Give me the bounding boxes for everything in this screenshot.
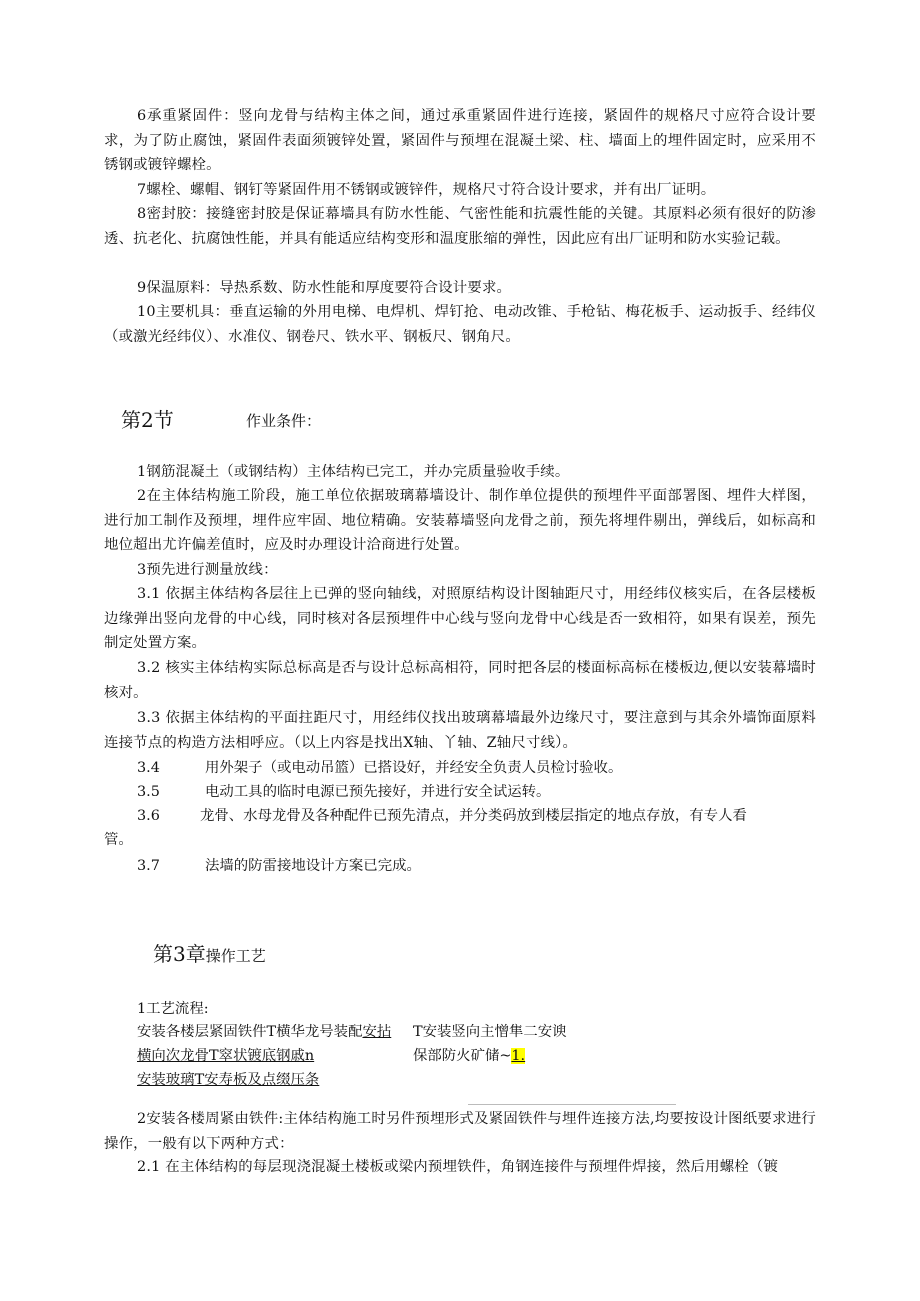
item-3-5-text: 电动工具的临时电源已预先接好，并进行安全试运转。 xyxy=(205,784,551,800)
item-3-6-text: 龙骨、水母龙骨及各种配件已预先清点，并分类码放到楼层指定的地点存放，有专人看 xyxy=(200,808,747,824)
s3-paragraph-2: 2安装各楼周紧由铁件:主体结构施工时另件预埋形式及紧固铁件与埋件连接方法,均要按设计图纸要求进行操作，一般有以下两种方式： xyxy=(104,1111,816,1152)
item-3-6-text-cont: 管。 xyxy=(104,832,133,848)
section-3-title: 操作工艺 xyxy=(205,947,266,965)
item-3-4-text: 用外架子（或电动吊篮）已搭设好，并经安全负责人员检讨验收。 xyxy=(205,760,623,776)
flow-line-1 xyxy=(137,1021,391,1043)
flow-line-2-right-a: 保部防火矿储~ xyxy=(413,1048,512,1064)
section-2-title: 作业条件： xyxy=(246,412,322,430)
item-3-4-number: 3.4 xyxy=(137,760,160,776)
section-2-number: 第2节 xyxy=(121,408,174,432)
paragraph-item-8: 8密封胶：接缝密封胶是保证幕墙具有防水性能、气密性能和抗震性能的关键。其原料必须有很好的防渗透、抗老化、抗腐蚀性能，并具有能适应结构变形和温度胀缩的弹性，因此应有出厂证明和防水实验记载。 xyxy=(104,206,816,247)
horizontal-rule xyxy=(468,1104,676,1105)
flow-line-2: 横向次龙骨T窣状镀底钢戚n xyxy=(137,1048,315,1064)
s2-paragraph-2: 2在主体结构施工阶段，施工单位依据玻璃幕墙设计、制作单位提供的预埋件平面部署图、埋件大样图，进行加工制作及预埋，埋件应牢固、地位精确。安装幕墙竖向龙骨之前，预先将埋件剔出，弹线后，如标高和地位超出尤许偏差值时，应及时办理设计洽商进行处置。 xyxy=(104,488,816,553)
paragraph-item-7: 7螺栓、螺帽、钢钉等紧固件用不锈钢或镀锌件，规格尺寸符合设计要求，并有出厂证明。 xyxy=(137,182,716,198)
paragraph-item-9: 9保温原料：导热系数、防水性能和厚度要符合设计要求。 xyxy=(137,280,512,296)
item-3-7-number: 3.7 xyxy=(137,858,160,874)
item-3-5-number: 3.5 xyxy=(137,784,160,800)
s2-paragraph-3-2: 3.2 核实主体结构实际总标高是否与设计总标高相符，同时把各层的楼面标高标在楼板边,便以安装幕墙时核对。 xyxy=(104,660,816,701)
section-3-number: 第3章 xyxy=(153,942,206,966)
s2-paragraph-3-1: 3.1 依据主体结构各层往上已弹的竖向轴线，对照原结构设计图轴距尺寸，用经纬仪核实后，在各层楼板边缘弹出竖向龙骨的中心线，同时核对各层预埋件中心线与竖向龙骨中心线是否一致相符，如果有误差，预先制定处置方案。 xyxy=(104,586,816,651)
highlighted-mark: 1. xyxy=(511,1048,526,1064)
flow-line-2-right xyxy=(413,1045,525,1067)
flow-line-1-a: 安装各楼层紧固铁件T横华龙号装配 xyxy=(137,1024,363,1040)
flow-line-1-b: 安拈 xyxy=(362,1024,392,1040)
item-3-6-number: 3.6 xyxy=(137,808,160,824)
flow-title: 1工艺流程: xyxy=(137,1001,209,1017)
flow-line-1-c: T安装竖向主憎隼二安谀 xyxy=(413,1024,567,1040)
s3-paragraph-2-1: 2.1 在主体结构的每层现浇混凝土楼板或梁内预埋铁件，角钢连接件与预埋件焊接，然后用螺栓（镀 xyxy=(137,1159,779,1175)
paragraph-item-6: 6承重紧固件：竖向龙骨与结构主体之间，通过承重紧固件进行连接，紧固件的规格尺寸应符合设计要求，为了防止腐蚀，紧固件表面须镀锌处置，紧固件与预埋在混凝土梁、柱、墙面上的埋件固定时，应采用不锈钢或镀锌螺栓。 xyxy=(104,108,816,173)
s2-paragraph-1: 1钢筋混凝土（或钢结构）主体结构已完工，并办完质量验收手续。 xyxy=(137,464,570,480)
section-3-heading xyxy=(153,938,266,967)
item-3-7-text: 法墙的防雷接地设计方案已完成。 xyxy=(205,858,421,874)
paragraph-item-10: 10主要机具：垂直运输的外用电梯、电焊机、焊钉抢、电动改锥、手枪钻、梅花板手、运动扳手、经纬仪（或激光经纬仪）、水准仪、钢卷尺、铁水平、钢板尺、钢角尺。 xyxy=(104,304,816,345)
flow-line-3: 安装玻璃T安寿板及点缀压条 xyxy=(137,1072,320,1088)
s2-paragraph-3-3: 3.3 依据主体结构的平面拄距尺寸，用经纬仪找出玻璃幕墙最外边缘尺寸，要注意到与其余外墙饰面原料连接节点的构造方法相呼应。（以上内容是找出X轴、丫轴、Z轴尺寸线）。 xyxy=(104,710,816,751)
s2-paragraph-3: 3预先进行测量放线： xyxy=(137,562,278,578)
